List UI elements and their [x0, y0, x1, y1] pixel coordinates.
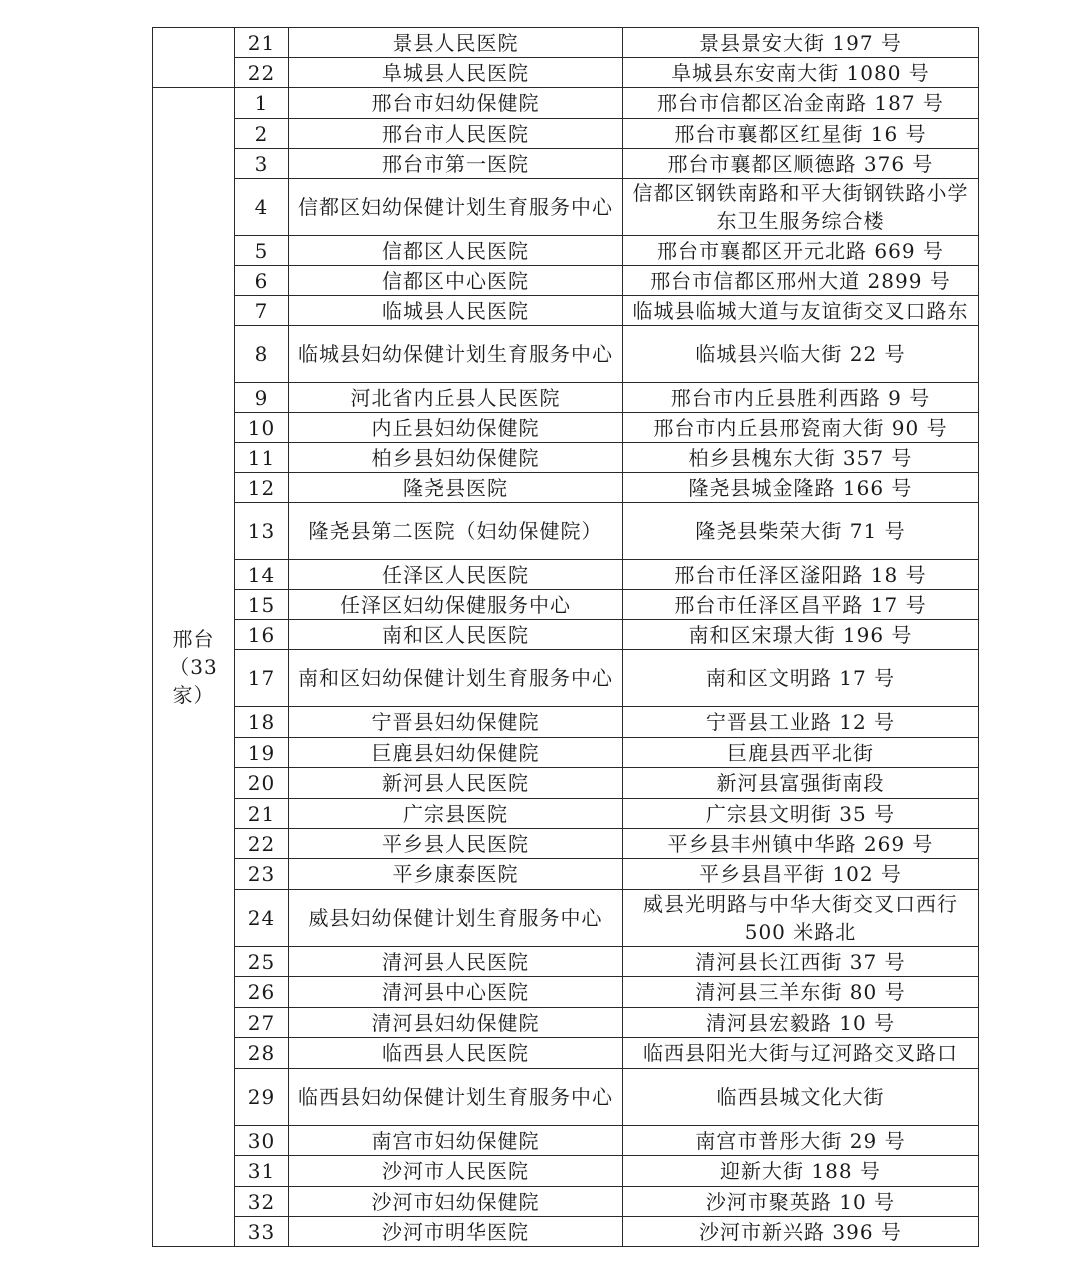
hospital-address: 邢台市任泽区昌平路 17 号: [623, 590, 979, 620]
row-number: 21: [235, 799, 289, 829]
hospital-address: 平乡县昌平街 102 号: [623, 859, 979, 890]
hospital-name: 临西县人民医院: [289, 1038, 623, 1069]
table-row: [153, 1008, 979, 1038]
table-row: [153, 947, 979, 977]
hospital-address: 南宫市普彤大街 29 号: [623, 1126, 979, 1156]
hospital-address: 邢台市襄都区开元北路 669 号: [623, 236, 979, 266]
hospital-address: 平乡县丰州镇中华路 269 号: [623, 829, 979, 859]
city-name: 邢台: [172, 627, 215, 651]
row-number: 31: [235, 1156, 289, 1187]
hospital-address: 临城县临城大道与友谊街交叉口路东: [623, 296, 979, 326]
table-row: [153, 119, 979, 149]
row-number: 19: [235, 738, 289, 768]
hospital-name: 沙河市人民医院: [289, 1156, 623, 1187]
table-row: [153, 650, 979, 707]
row-number: 16: [235, 620, 289, 650]
table-row: [153, 890, 979, 947]
hospital-address: 阜城县东安南大街 1080 号: [623, 58, 979, 88]
row-number: 22: [235, 829, 289, 859]
hospital-address: 邢台市信都区邢州大道 2899 号: [623, 266, 979, 296]
table-row: [153, 443, 979, 473]
hospital-address: 广宗县文明街 35 号: [623, 799, 979, 829]
row-number: 18: [235, 707, 289, 738]
hospital-name: 邢台市人民医院: [289, 119, 623, 149]
row-number: 8: [235, 326, 289, 383]
city-cell: [153, 88, 235, 1247]
row-number: 33: [235, 1217, 289, 1247]
hospital-name: 沙河市妇幼保健院: [289, 1187, 623, 1217]
table-row: [153, 149, 979, 179]
hospital-address: 隆尧县柴荣大街 71 号: [623, 503, 979, 560]
hospital-name: 信都区人民医院: [289, 236, 623, 266]
table-row: [153, 707, 979, 738]
hospital-name: 信都区妇幼保健计划生育服务中心: [289, 179, 623, 236]
table-row: [153, 560, 979, 590]
city-cell-previous: [153, 28, 235, 88]
hospital-name: 宁晋县妇幼保健院: [289, 707, 623, 738]
hospital-name: 临城县妇幼保健计划生育服务中心: [289, 326, 623, 383]
hospital-name: 临城县人民医院: [289, 296, 623, 326]
hospital-address: 邢台市襄都区红星街 16 号: [623, 119, 979, 149]
document-page: [152, 27, 979, 1247]
row-number: 10: [235, 413, 289, 443]
table-row: [153, 620, 979, 650]
row-number: 3: [235, 149, 289, 179]
row-number: 11: [235, 443, 289, 473]
table-row: [153, 383, 979, 413]
hospital-address: 沙河市聚英路 10 号: [623, 1187, 979, 1217]
hospital-name: 南宫市妇幼保健院: [289, 1126, 623, 1156]
hospital-name: 清河县中心医院: [289, 977, 623, 1008]
hospital-name: 巨鹿县妇幼保健院: [289, 738, 623, 768]
hospital-address: 沙河市新兴路 396 号: [623, 1217, 979, 1247]
table-row: [153, 1156, 979, 1187]
table-row: [153, 1038, 979, 1069]
hospital-name: 清河县人民医院: [289, 947, 623, 977]
city-count: （33家）: [169, 655, 218, 707]
row-number: 25: [235, 947, 289, 977]
hospital-address: 临西县城文化大街: [623, 1069, 979, 1126]
row-number: 28: [235, 1038, 289, 1069]
row-number: 2: [235, 119, 289, 149]
hospital-name: 广宗县医院: [289, 799, 623, 829]
hospital-address: 邢台市襄都区顺德路 376 号: [623, 149, 979, 179]
hospital-name: 柏乡县妇幼保健院: [289, 443, 623, 473]
hospital-address: 邢台市内丘县邢瓷南大街 90 号: [623, 413, 979, 443]
row-number: 7: [235, 296, 289, 326]
table-row: [153, 1126, 979, 1156]
hospital-address: 南和区文明路 17 号: [623, 650, 979, 707]
row-number: 15: [235, 590, 289, 620]
row-number: 23: [235, 859, 289, 890]
table-row: [153, 503, 979, 560]
hospital-address: 信都区钢铁南路和平大街钢铁路小学东卫生服务综合楼: [623, 179, 979, 236]
table-row: [153, 413, 979, 443]
row-number: 30: [235, 1126, 289, 1156]
table-row: [153, 1069, 979, 1126]
hospital-name: 信都区中心医院: [289, 266, 623, 296]
hospital-address: 邢台市信都区冶金南路 187 号: [623, 88, 979, 119]
table-row: [153, 1217, 979, 1247]
hospital-name: 邢台市第一医院: [289, 149, 623, 179]
row-number: 5: [235, 236, 289, 266]
hospital-name: 隆尧县第二医院（妇幼保健院）: [289, 503, 623, 560]
table-row: [153, 296, 979, 326]
hospital-name: 景县人民医院: [289, 28, 623, 58]
row-number: 27: [235, 1008, 289, 1038]
table-row: [153, 859, 979, 890]
table-row: [153, 58, 979, 88]
hospital-address: 柏乡县槐东大街 357 号: [623, 443, 979, 473]
row-number: 14: [235, 560, 289, 590]
table-row: [153, 266, 979, 296]
hospital-name: 清河县妇幼保健院: [289, 1008, 623, 1038]
hospital-name: 任泽区人民医院: [289, 560, 623, 590]
table-row: [153, 829, 979, 859]
hospital-address: 迎新大街 188 号: [623, 1156, 979, 1187]
hospital-table: [152, 27, 979, 1247]
row-number: 4: [235, 179, 289, 236]
hospital-address: 清河县宏毅路 10 号: [623, 1008, 979, 1038]
row-number: 26: [235, 977, 289, 1008]
hospital-address: 景县景安大街 197 号: [623, 28, 979, 58]
table-row: [153, 799, 979, 829]
table-row: [153, 977, 979, 1008]
table-row: [153, 473, 979, 503]
hospital-address: 邢台市任泽区滏阳路 18 号: [623, 560, 979, 590]
row-number: 24: [235, 890, 289, 947]
hospital-address: 威县光明路与中华大街交叉口西行 500 米路北: [623, 890, 979, 947]
hospital-name: 威县妇幼保健计划生育服务中心: [289, 890, 623, 947]
row-number: 6: [235, 266, 289, 296]
table-row: [153, 590, 979, 620]
row-number: 32: [235, 1187, 289, 1217]
row-number: 29: [235, 1069, 289, 1126]
row-number: 21: [235, 28, 289, 58]
row-number: 13: [235, 503, 289, 560]
row-number: 20: [235, 768, 289, 799]
hospital-address: 清河县长江西街 37 号: [623, 947, 979, 977]
hospital-table-body: [153, 28, 979, 1247]
hospital-address: 巨鹿县西平北街: [623, 738, 979, 768]
hospital-name: 新河县人民医院: [289, 768, 623, 799]
hospital-address: 宁晋县工业路 12 号: [623, 707, 979, 738]
hospital-address: 新河县富强街南段: [623, 768, 979, 799]
table-row: [153, 236, 979, 266]
table-row: [153, 1187, 979, 1217]
hospital-name: 平乡康泰医院: [289, 859, 623, 890]
hospital-name: 隆尧县医院: [289, 473, 623, 503]
row-number: 9: [235, 383, 289, 413]
hospital-name: 内丘县妇幼保健院: [289, 413, 623, 443]
table-row: [153, 326, 979, 383]
row-number: 17: [235, 650, 289, 707]
hospital-address: 临城县兴临大街 22 号: [623, 326, 979, 383]
hospital-name: 南和区妇幼保健计划生育服务中心: [289, 650, 623, 707]
row-number: 1: [235, 88, 289, 119]
table-row: [153, 28, 979, 58]
hospital-address: 邢台市内丘县胜利西路 9 号: [623, 383, 979, 413]
hospital-address: 南和区宋璟大街 196 号: [623, 620, 979, 650]
hospital-name: 阜城县人民医院: [289, 58, 623, 88]
hospital-name: 任泽区妇幼保健服务中心: [289, 590, 623, 620]
row-number: 22: [235, 58, 289, 88]
hospital-name: 沙河市明华医院: [289, 1217, 623, 1247]
table-row: [153, 88, 979, 119]
table-row: [153, 738, 979, 768]
hospital-name: 平乡县人民医院: [289, 829, 623, 859]
row-number: 12: [235, 473, 289, 503]
hospital-name: 南和区人民医院: [289, 620, 623, 650]
table-row: [153, 768, 979, 799]
hospital-name: 河北省内丘县人民医院: [289, 383, 623, 413]
table-row: [153, 179, 979, 236]
hospital-address: 临西县阳光大街与辽河路交叉路口: [623, 1038, 979, 1069]
hospital-name: 邢台市妇幼保健院: [289, 88, 623, 119]
hospital-address: 清河县三羊东街 80 号: [623, 977, 979, 1008]
hospital-name: 临西县妇幼保健计划生育服务中心: [289, 1069, 623, 1126]
hospital-address: 隆尧县城金隆路 166 号: [623, 473, 979, 503]
